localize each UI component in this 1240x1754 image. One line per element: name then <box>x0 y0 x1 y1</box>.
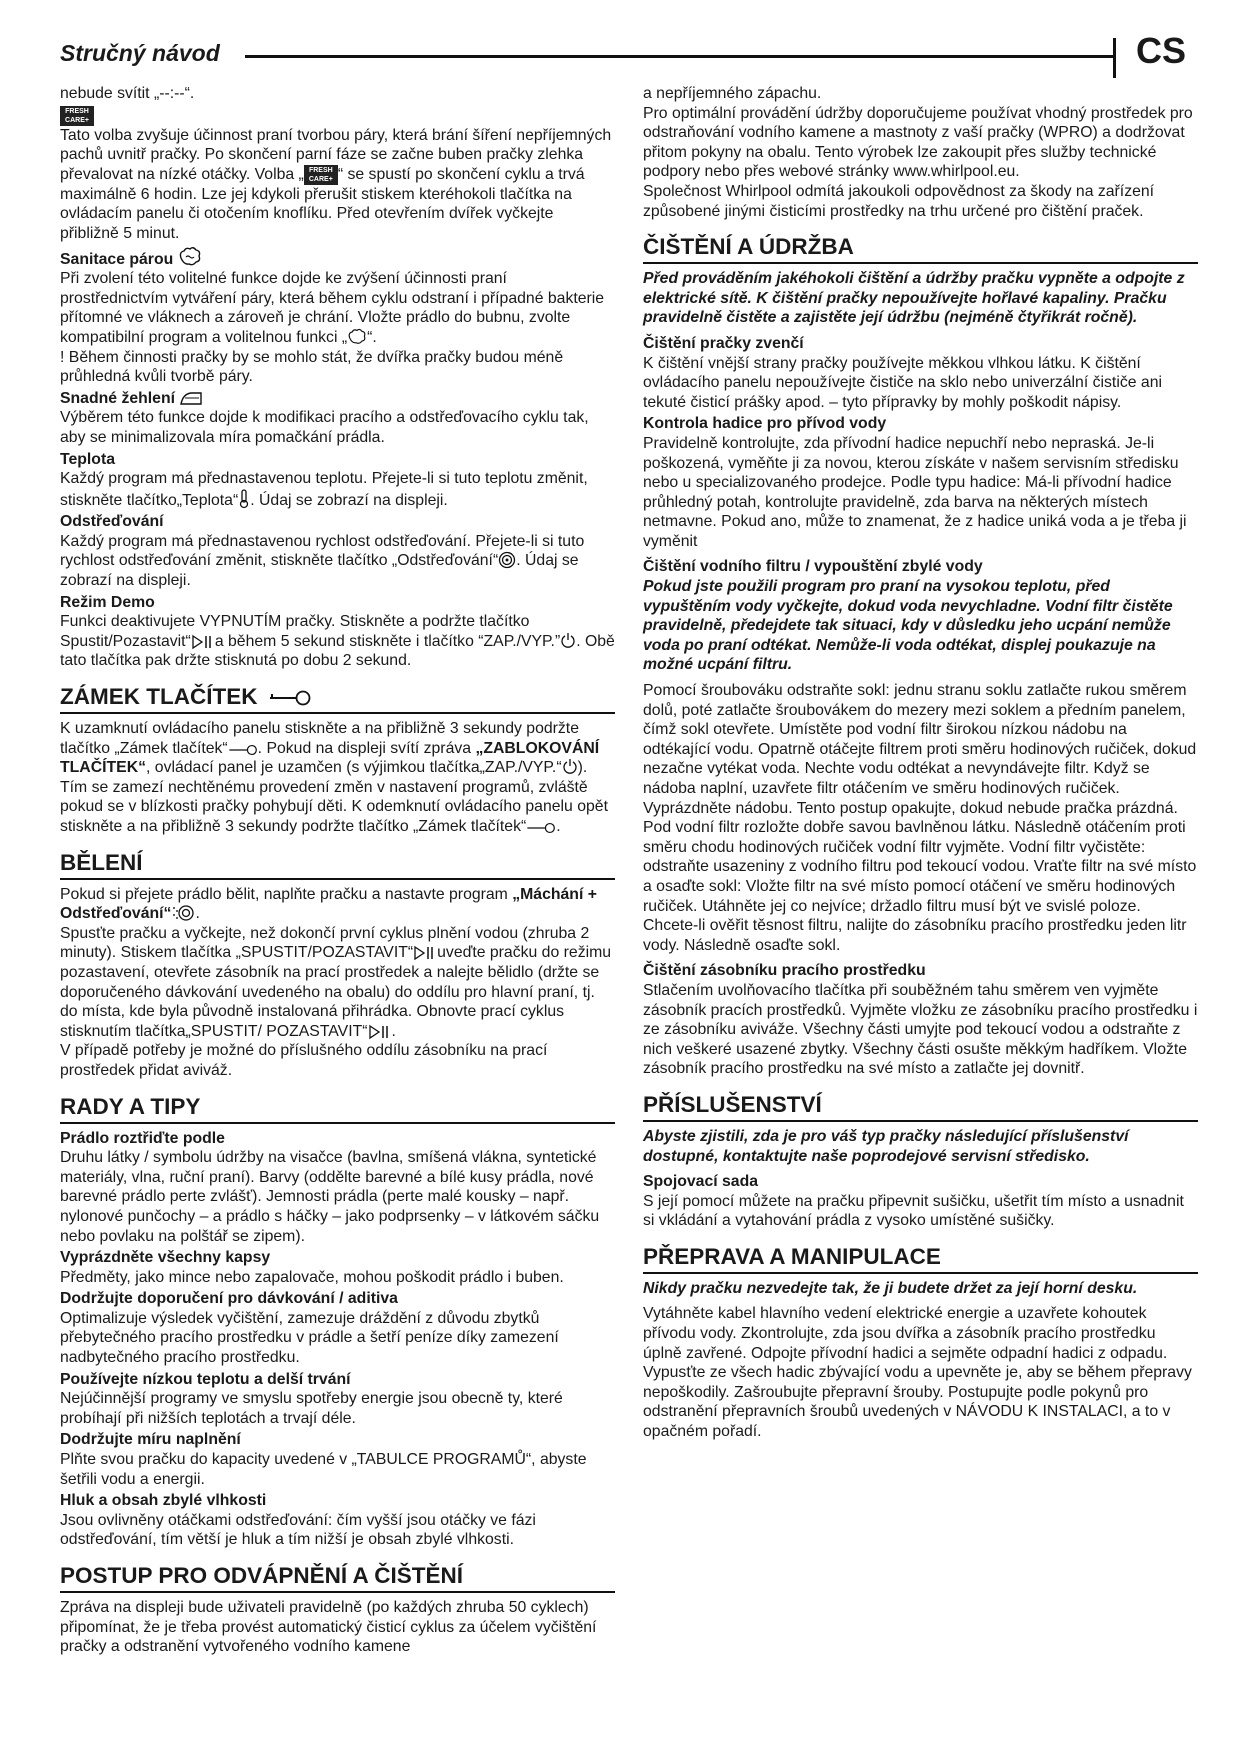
spin-icon <box>498 551 516 569</box>
start-pause-icon <box>191 634 215 650</box>
bleach-text-1: Pokud si přejete prádlo bělit, naplňte pračku a nastavte program „Máchání + Odstřeďování“ . <box>60 885 597 923</box>
rinse-spin-icon <box>171 904 195 922</box>
easy-iron-text: Výběrem této funkce dojde k modifikaci pracího a odstřeďovacího cyklu tak, aby se minimalizovala míra pomačkání prádla. <box>60 409 589 446</box>
descaling-continued-2: Pro optimální provádění údržby doporučujeme používat vhodný prostředek pro odstraňování vodního kamene a mastnoty z vaší pračky (WPRO) a dodržovat přitom pokyny na obalu. Tento výrobek lze zakoupit přes služby technické podpory nebo přes webové stránky www.whirlpool.eu. <box>643 104 1193 181</box>
start-pause-icon <box>413 945 437 961</box>
section-heading-key-lock: ZÁMEK TLAČÍTEK <box>60 683 615 714</box>
steam-text: Při zvolení této volitelné funkce dojde ke zvýšení účinnosti praní prostřednictvím vytváření páry, která během cyklu odstraní i případné bakterie přítomné ve vláknech a zároveň je chrání. Vložte prádlo do bubnu, zvolte kompatibilní program a volitelnou funkci „ “. <box>60 270 605 346</box>
detergent-drawer-text: Stlačením uvolňovacího tlačítka při souběžném tahu směrem ven vyjměte zásobník pracích prostředků. Vyjměte vložku ze zásobníku pracího prostředku i ze zásobníku aviváže. Všechny části umyjte pod tekoucí vodou a odstraňte z nich veškeré usazené zbytky. Všechny části osušte měkkým hadříkem. Vložte zásobník pracího prostředku na své místo a zatlačte jej dovnitř. <box>643 981 1198 1078</box>
section-heading-bleach: BĚLENÍ <box>60 849 615 880</box>
temperature-text: Každý program má přednastavenou teplotu. Přejete-li si tuto teplotu změnit, stiskněte tlačítko„Teplota“ . Údaj se zobrazí na displeji. <box>60 470 588 509</box>
fresh-care-text: Tato volba zvyšuje účinnost praní tvorbou páry, která brání šíření nepříjemných pachů uvnitř pračky. Po skončení parní fáze se začne buben pračky zlehka převalovat na nízké otáčky. Volba „ FRESH CARE+ “ se spustí po skončení cyklu a trvá maximálně 6 hodin. Lze jej kdykoli přerušit stiskem kteréhokoli tlačítka na ovládacím panelu či otočením knoflíku. Před otevřením dvířek vyčkejte přibližně 5 minut. <box>60 126 612 242</box>
power-icon <box>562 758 578 776</box>
tip-text: Nejúčinnější programy ve smyslu spotřeby energie jsou obecně ty, které probíhají při nižších teplotách a trvají déle. <box>60 1390 563 1427</box>
key-lock-text: K uzamknutí ovládacího panelu stiskněte a na přibližně 3 sekundy podržte tlačítko „Zámek tlačítek“ . Pokud na displeji svítí zpráva „ZABLOKOVÁNÍ TLAČÍTEK“, ovládací panel je uzamčen (s výjimkou tlačítka„ZAP./VYP.“ ). Tím se zamezí nechtěnému provedení změn v nastavení programů, zvláště pokud se v blízkosti pračky pohybují děti. K odemknutí ovládacího panelu opět stiskněte a na přibližně 3 sekundy podržte tlačítko „Zámek tlačítek“ . <box>60 720 608 835</box>
descaling-text: Zpráva na displeji bude uživateli pravidelně (po každých zhruba 50 cyklech) připomínat, že je třeba provést automatický čisticí cyklus za účelem vyčištění pračky a odstranění vytvořeného vodního kamene <box>60 1599 597 1656</box>
filter-text: Pomocí šroubováku odstraňte sokl: jednu stranu soklu zatlačte rukou směrem dolů, poté zatlačte šroubovákem do mezery mezi soklem a předním panelem, čímž sokl otevřete. Umístěte pod vodní filtr širokou nízkou nádobu na odtékající vodu. Opatrně otáčejte filtrem proti směru hodinových ručiček, dokud nezačne vytékat voda. Nechte vodu odtékat a nevyndávejte filtr. Když se nádoba naplní, uzavřete filtr otáčením ve směru hodinových ručiček. Vyprázdněte nádobu. Tento postup opakujte, dokud nebude pračka prázdná. Pod vodní filtr rozložte dobře savou bavlněnou látku. Následně otáčením proti směru chodu hodinových ručiček vodní filtr vyjměte. Vodní filtr vyčistěte: odstraňte usazeniny z vodního filtru pod tekoucí vodou. Vraťte filtr na své místo a osaďte sokl: Vložte filtr na své místo pomocí otáčení ve směru hodinových ručiček. Utáhněte jej co nejvíce; držadlo filtru musí být ve svislé poloze. Chcete-li ověřit těsnost filtru, nalijte do zásobníku pracího prostředku jeden litr vody. Následně osaďte sokl. <box>643 682 1197 954</box>
descaling-continued-3: Společnost Whirlpool odmítá jakoukoli odpovědnost za škody na zařízení způsobené jinými čisticími prostředky na trhu určené pro čištění praček. <box>643 182 1155 220</box>
fresh-care-badge: FRESH CARE+ <box>60 106 94 126</box>
accessories-warning: Abyste zjistili, zda je pro váš typ pračky následující příslušenství dostupné, kontaktujte naše poprodejové servisní středisko. <box>643 1127 1129 1165</box>
descaling-continued-1: a nepříjemného zápachu. <box>643 85 822 102</box>
right-column <box>643 84 1198 1442</box>
iron-icon <box>179 389 205 407</box>
tip-text: Optimalizuje výsledek vyčištění, zamezuje dráždění z důvodu zbytků přebytečného pracího prostředku v prádle a šetří peníze díky zamezení nadbytečného pracího prostředku. <box>60 1309 559 1367</box>
start-pause-icon <box>368 1024 392 1040</box>
filter-warning: Pokud jste použili program pro praní na vysokou teplotu, před vypuštěním vody vyčkejte, dokud voda nevychladne. Vodní filtr čistěte pravidelně, předejdete tak situaci, kdy v důsledku jeho ucpání nemůže voda po praní odtékat. Nemůže-li voda odtékat, displej poukazuje na možné ucpání filtru. <box>643 578 1173 674</box>
header-tick <box>1113 38 1116 78</box>
key-lock-icon <box>268 689 312 707</box>
temperature-title: Teplota <box>60 450 115 468</box>
detergent-drawer-title: Čištění zásobníku pracího prostředku <box>643 962 926 980</box>
key-lock-icon-inline <box>228 743 258 757</box>
tip-text: Plňte svou pračku do kapacity uvedené v „TABULCE PROGRAMŮ“, abyste šetřili vodu a energii. <box>60 1451 587 1488</box>
tips-list <box>60 1129 615 1550</box>
fresh-care-inline-icon: FRESH CARE+ <box>304 165 338 185</box>
stacking-kit-title: Spojovací sada <box>643 1173 759 1191</box>
bleach-text-2: Spusťte pračku a vyčkejte, než dokončí první cyklus plnění vodou (zhruba 2 minuty). Stiskem tlačítka „SPUSTIT/POZASTAVIT“ uveďte pračku do režimu pozastavení, otevřete zásobník na prací prostředek a nalejte bělidlo (držte se doporučeného dávkování uvedeného na obalu) do oddílu pro hlavní praní, tj. do místa, kde byla původně instalovaná přihrádka. Obnovte prací cyklus stisknutím tlačítka„SPUSTIT/ POZASTAVIT“ . <box>60 924 612 1040</box>
hose-check-text: Pravidelně kontrolujte, zda přívodní hadice nepuchří nebo nepraská. Je-li poškozená, vyměňte ji za novou, kterou získáte v našem servisním středisku nebo u specializovaného prodejce. Podle typu hadice: Má-li přívodní hadice průhledný potah, kontrolujte pravidelně, zda barva na některých místech netmavne. Pokud ano, může to znamenat, že z hadice uniká voda a je třeba ji vyměnit <box>643 434 1187 550</box>
intro-text: nebude svítit „--:--“. <box>60 85 195 102</box>
header-rule <box>245 55 1115 58</box>
tip-text: Předměty, jako mince nebo zapalovače, mohou poškodit prádlo i buben. <box>60 1268 564 1286</box>
easy-iron-title: Snadné žehlení <box>60 389 615 409</box>
stacking-kit-text: S její pomocí můžete na pračku připevnit sušičku, ušetřit tím místo a usnadnit si vkládání a vytahování prádla z vysoko umístěné sušičky. <box>643 1192 1184 1230</box>
steam-icon-inline <box>347 328 367 346</box>
transport-text: Vytáhněte kabel hlavního vedení elektrické energie a uzavřete kohoutek přívodu vody. Zkontrolujte, zda jsou dvířka a zásobník pracího prostředku úplně zavřené. Odpojte přívodní hadici a sejměte odpadní hadici z odpadu. Vypusťte ze všech hadic zbývající vodu a upevněte je, aby se během přepravy nepoškodily. Zašroubujte přepravní šrouby. Postupujte podle pokynů pro odstranění přepravních šroubů uvedených v NÁVODU K INSTALACI, a to v opačném pořadí. <box>643 1305 1192 1441</box>
tip-title: Hluk a obsah zbylé vlhkosti <box>60 1492 267 1510</box>
thermometer-icon <box>238 489 250 509</box>
transport-warning: Nikdy pračku nezvedejte tak, že ji budete držet za její horní desku. <box>643 1279 1138 1297</box>
steam-note: ! Během činnosti pračky by se mohlo stát, že dvířka pračky budou méně průhledná kvůli tvorbě páry. <box>60 348 564 386</box>
page-header <box>0 0 1240 90</box>
key-lock-icon-inline <box>526 821 556 835</box>
spin-title: Odstřeďování <box>60 513 164 531</box>
hose-check-title: Kontrola hadice pro přívod vody <box>643 415 887 433</box>
tip-text: Jsou ovlivněny otáčkami odstřeďování: čím vyšší jsou otáčky ve fázi odstřeďování, tím větší je hluk a tím nižší je obsah zbylé vlhkosti. <box>60 1511 536 1549</box>
bleach-text-3: V případě potřeby je možné do příslušného oddílu zásobníku na prací prostředek přidat aviváž. <box>60 1042 548 1079</box>
section-heading-tips: RADY A TIPY <box>60 1093 615 1124</box>
language-code: CS <box>1136 30 1187 71</box>
exterior-cleaning-text: K čištění vnější strany pračky používejte měkkou vlhkou látku. K čištění ovládacího panelu nepoužívejte čističe na sklo nebo univerzální čističe ani tekuté čisticí prášky apod. – tyto přípravky by mohly poškodit nápisy. <box>643 354 1162 411</box>
fresh-care-icon <box>60 106 615 126</box>
tip-title: Vyprázdněte všechny kapsy <box>60 1249 271 1267</box>
demo-title: Režim Demo <box>60 593 155 611</box>
section-heading-cleaning: ČIŠTĚNÍ A ÚDRŽBA <box>643 233 1198 264</box>
header-title: Stručný návod <box>60 40 220 66</box>
section-heading-accessories: PŘÍSLUŠENSTVÍ <box>643 1091 1198 1122</box>
section-heading-descaling: POSTUP PRO ODVÁPNĚNÍ A ČIŠTĚNÍ <box>60 1562 615 1593</box>
tip-text: Druhu látky / symbolu údržby na visačce (bavlna, smíšená vlákna, syntetické materiály, vlna, ruční praní). Barvy (oddělte barevné a bílé kusy prádla, nové barevné prádlo perte zvlášť). Jemnosti prádla (perte malé kousky – např. nylonové punčochy – a prádlo s háčky – jako podprsenky – v látkovém sáčku nebo povlaku na polštář se zipem). <box>60 1149 600 1245</box>
power-icon <box>560 632 576 650</box>
section-heading-transport: PŘEPRAVA A MANIPULACE <box>643 1243 1198 1274</box>
spin-text: Každý program má přednastavenou rychlost odstřeďování. Přejete-li si tuto rychlost odstřeďování změnit, stiskněte tlačítko „Odstřeďování“ . Údaj se zobrazí na displeji. <box>60 532 585 590</box>
left-column <box>60 84 615 1657</box>
tip-title: Dodržujte doporučení pro dávkování / aditiva <box>60 1290 398 1308</box>
exterior-cleaning-title: Čištění pračky zvenčí <box>643 334 804 352</box>
steam-icon <box>178 246 202 268</box>
tip-title: Dodržujte míru naplnění <box>60 1431 241 1449</box>
filter-title: Čištění vodního filtru / vypouštění zbylé vody <box>643 558 983 576</box>
cleaning-warning: Před prováděním jakéhokoli čištění a údržby pračku vypněte a odpojte z elektrické sítě. K čištění pračky nepoužívejte hořlavé kapaliny. Pračku pravidelně čistěte a zajistěte její údržbu (nejméně čtyřikrát ročně). <box>643 270 1185 327</box>
demo-text: Funkci deaktivujete VYPNUTÍM pračky. Stiskněte a podržte tlačítko Spustit/Pozastavit“ a během 5 sekund stiskněte i tlačítko “ZAP./VYP.” . Obě tato tlačítka pak držte stisknutá po dobu 2 sekund. <box>60 613 615 670</box>
tip-title: Prádlo roztřiďte podle <box>60 1129 225 1147</box>
steam-title: Sanitace párou <box>60 246 615 270</box>
tip-title: Používejte nízkou teplotu a delší trvání <box>60 1370 351 1388</box>
